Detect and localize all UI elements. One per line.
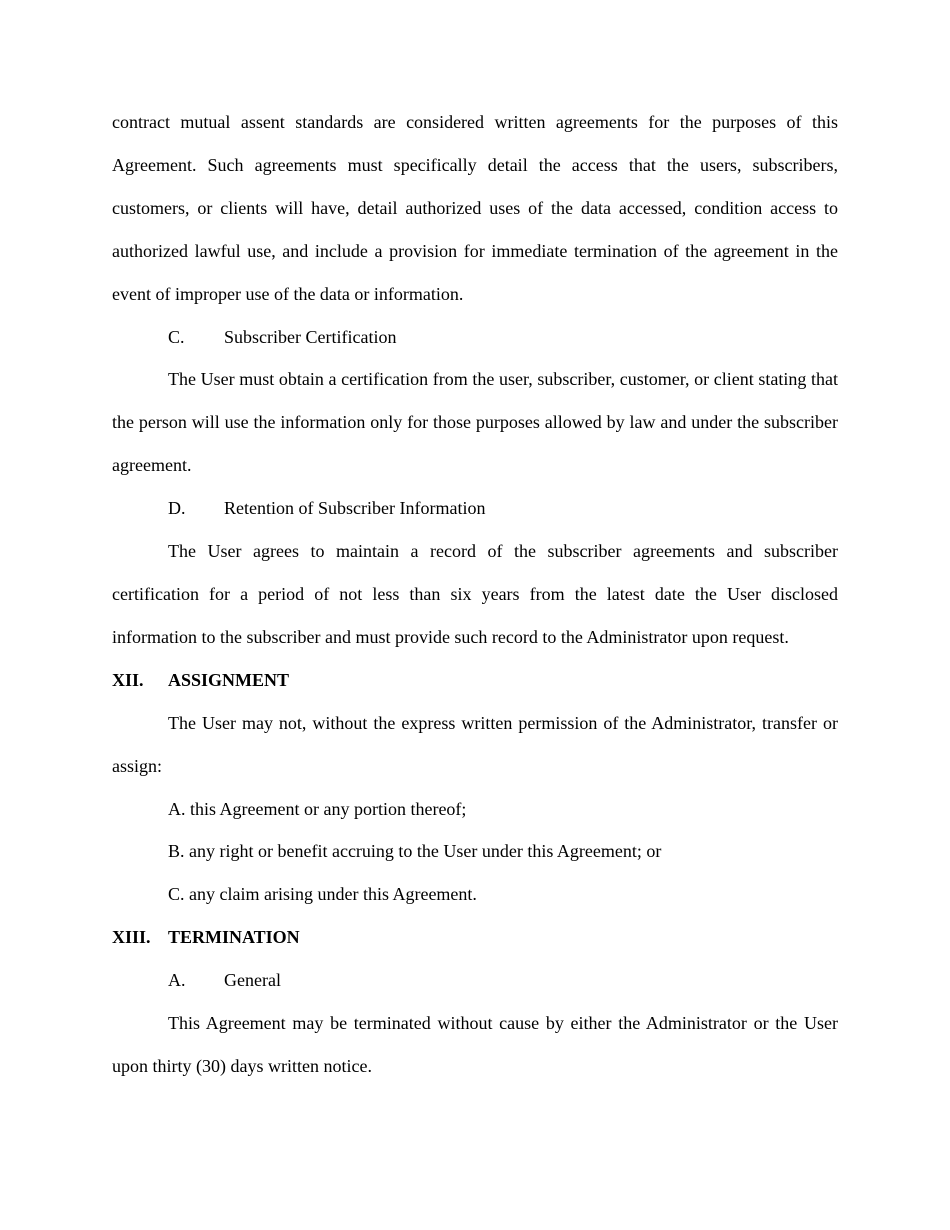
- subheading-letter: A.: [168, 970, 186, 991]
- paragraph-retention: The User agrees to maintain a record of the subscriber agreements and subscriber certification for a period of not less than six years from the latest date the User disclosed information to the subscriber and must provide such record to the Administrator upon request.: [112, 541, 838, 647]
- document-page: [112, 101, 838, 1088]
- subheading-subscriber-certification: [112, 316, 838, 359]
- subheading-letter: D.: [168, 498, 186, 519]
- section-number: XII.: [112, 669, 144, 690]
- subheading-general: [112, 959, 838, 1002]
- subheading-title: General: [224, 970, 281, 991]
- subheading-title: Subscriber Certification: [224, 326, 397, 347]
- subheading-letter: C.: [168, 326, 185, 347]
- list-item: A. this Agreement or any portion thereof;: [168, 798, 467, 819]
- paragraph-termination-general: This Agreement may be terminated without cause by either the Administrator or the User upon thirty (30) days written notice.: [112, 1013, 838, 1076]
- section-heading-termination: [112, 916, 838, 959]
- section-heading-assignment: [112, 659, 838, 702]
- list-item: B. any right or benefit accruing to the User under this Agreement; or: [168, 841, 662, 862]
- list-item: C. any claim arising under this Agreement.: [168, 884, 477, 905]
- paragraph-certification: The User must obtain a certification from the user, subscriber, customer, or client stating that the person will use the information only for those purposes allowed by law and under the subscriber agreement.: [112, 369, 838, 476]
- paragraph-assignment: The User may not, without the express written permission of the Administrator, transfer or assign:: [112, 712, 838, 776]
- section-title: TERMINATION: [168, 927, 300, 948]
- subheading-retention: [112, 487, 838, 530]
- subheading-title: Retention of Subscriber Information: [224, 498, 486, 519]
- section-title: ASSIGNMENT: [168, 669, 290, 690]
- section-number: XIII.: [112, 927, 151, 948]
- paragraph-mutual-assent: contract mutual assent standards are considered written agreements for the purposes of this Agreement. Such agreements must specifically detail the access that the users, subscribers, customers, or clients will have, detail authorized uses of the data accessed, condition access to authorized lawful use, and include a provision for immediate termination of the agreement in the event of improper use of the data or information.: [112, 112, 838, 304]
